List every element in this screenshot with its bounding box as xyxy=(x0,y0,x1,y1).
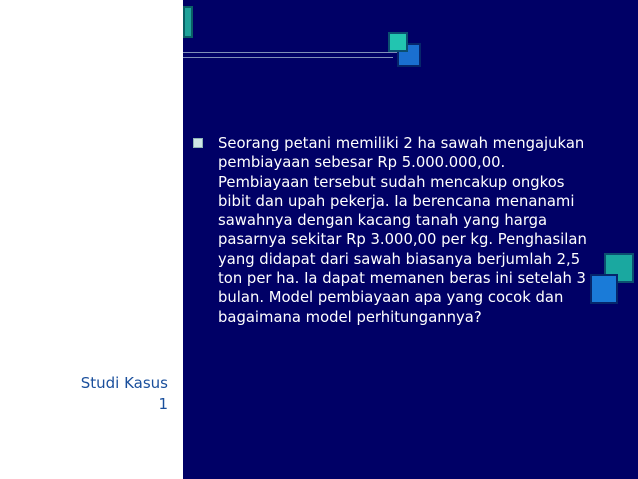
bullet-square-icon xyxy=(193,138,203,148)
slide-caption xyxy=(40,373,168,415)
decorative-square xyxy=(183,6,193,38)
decorative-square xyxy=(388,32,408,52)
decorative-square xyxy=(590,274,618,304)
case-study-text: Seorang petani memiliki 2 ha sawah mengajukan pembiayaan sebesar Rp 5.000.000,00. Pembiayaan tersebut sudah mencakup ongkos bibit dan upah pekerja. Ia berencana menanami sawahnya dengan kacang tanah yang harga pasarnya sekitar Rp 3.000,00 per kg. Penghasilan yang didapat dari sawah biasanya berjumlah 2,5 ton per ha. Ia dapat memanen beras ini setelah 3 bulan. Model pembiayaan apa yang cocok dan bagaimana model perhitungannya? xyxy=(218,135,587,326)
caption-number: 1 xyxy=(158,395,168,413)
decorative-line xyxy=(183,57,393,58)
caption-title: Studi Kasus xyxy=(80,374,168,392)
decorative-line xyxy=(183,52,403,53)
